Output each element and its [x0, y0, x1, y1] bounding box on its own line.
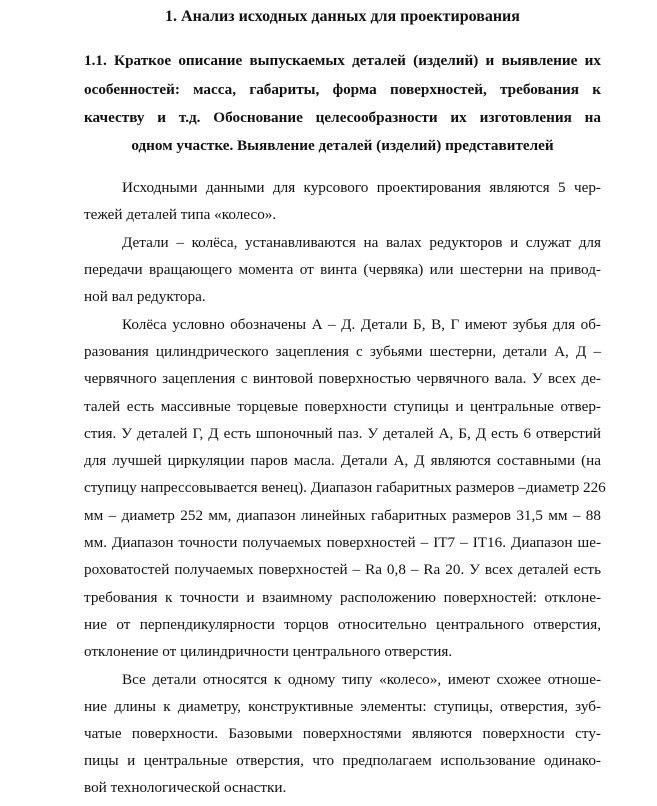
paragraph-line: разования цилиндрического зацепления с зубьями шестерни, детали А, Д –	[84, 343, 601, 360]
paragraph-line: для лучшей циркуляции паров масла. Детали А, Д являются составными (на	[84, 452, 601, 469]
paragraph-line: роховатостей получаемых поверхностей – Ra 0,8 – Ra 20. У всех деталей есть	[84, 561, 601, 578]
paragraph-line: Все детали относятся к одному типу «колесо», имеют схожее отноше-	[122, 671, 601, 688]
paragraph-line: пицы и центральные отверстия, что предполагаем использование одинако-	[84, 752, 601, 769]
paragraph-line: ступицу напрессовывается венец). Диапазон габаритных размеров –диаметр 226	[84, 479, 606, 496]
subsection-title-line: особенностей: масса, габариты, форма поверхностей, требования к	[84, 81, 601, 98]
paragraph-line: червячного зацепления с винтовой поверхностью червячного вала. У всех де-	[84, 370, 601, 387]
paragraph-line: Детали – колёса, устанавливаются на валах редукторов и служат для	[122, 234, 601, 251]
paragraph-line: мм – диаметр 252 мм, диапазон линейных габаритных размеров 31,5 мм – 88	[84, 507, 601, 524]
paragraph-line: стия. У деталей Г, Д есть шпоночный паз. У деталей А, Б, Д есть 6 отверстий	[84, 425, 601, 442]
subsection-title-line: одном участке. Выявление деталей (изделий) представителей	[131, 137, 554, 154]
paragraph-line: талей есть массивные торцевые поверхности ступицы и центральные отвер-	[84, 398, 601, 415]
section-title: 1. Анализ исходных данных для проектирования	[165, 8, 520, 25]
subsection-title-line: 1.1. Краткое описание выпускаемых деталей (изделий) и выявление их	[84, 52, 601, 69]
paragraph-line: отклонение от цилиндричности центрального отверстия.	[84, 643, 453, 660]
paragraph-line: чатые поверхности. Базовыми поверхностями являются поверхности сту-	[84, 725, 601, 742]
subsection-title-line: качеству и т.д. Обоснование целесообразности их изготовления на	[84, 109, 601, 126]
paragraph-line: требования к точности и взаимному расположению поверхностей: отклоне-	[84, 589, 601, 606]
paragraph-line: Колёса условно обозначены А – Д. Детали Б, В, Г имеют зубья для об-	[122, 316, 601, 333]
paragraph-line: ние от перпендикулярности торцов относительно центрального отверстия,	[84, 616, 601, 633]
paragraph-line: передачи вращающего момента от винта (червяка) или шестерни на привод-	[84, 261, 601, 278]
paragraph-line: Исходными данными для курсового проектирования являются 5 чер-	[122, 179, 601, 196]
paragraph-line: тежей деталей типа «колесо».	[84, 206, 277, 223]
paragraph-line: ние длины к диаметру, конструктивные элементы: ступицы, отверстия, зуб-	[84, 698, 601, 715]
paragraph-line: вой технологической оснастки.	[84, 779, 287, 796]
paragraph-line: ной вал редуктора.	[84, 288, 206, 305]
paragraph-line: мм. Диапазон точности получаемых поверхностей – IT7 – IT16. Диапазон ше-	[84, 534, 601, 551]
